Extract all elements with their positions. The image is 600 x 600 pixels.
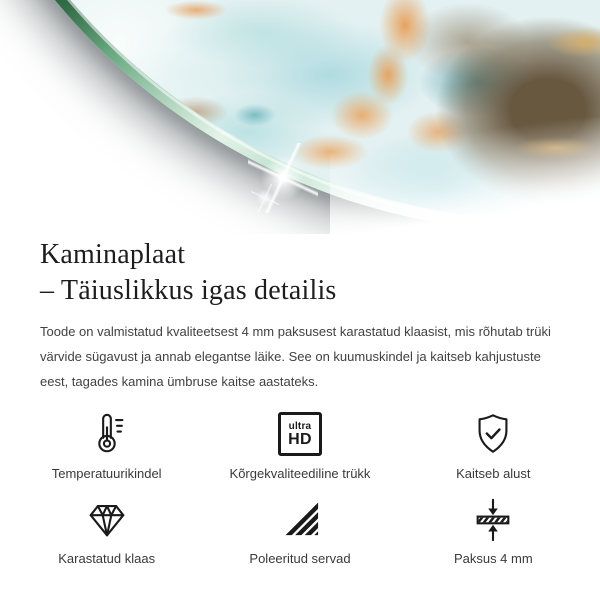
feature-protects-base	[397, 410, 590, 481]
ultra-hd-icon	[203, 410, 396, 458]
page-title-line2: – Täiuslikkus igas detailis	[40, 275, 337, 306]
thickness-icon	[397, 495, 590, 543]
ultra-hd-text-top: ultra	[288, 420, 312, 432]
page-title	[40, 237, 560, 309]
feature-grid	[10, 410, 590, 566]
feature-print-quality	[203, 410, 396, 481]
product-description-section	[0, 234, 600, 566]
feature-thickness	[397, 495, 590, 566]
feature-label: Kõrgekvaliteediline trükk	[229, 466, 371, 481]
feature-temperature	[10, 410, 203, 481]
feature-label: Karastatud klaas	[58, 551, 156, 566]
feature-label: Kaitseb alust	[456, 466, 531, 481]
ultra-hd-text-bottom: HD	[288, 430, 312, 448]
product-description-text: Toode on valmistatud kvaliteetsest 4 mm paksusest karastatud klaasist, mis rõhutab trüki värvide sügavust ja annab elegantse läike. See on kuumuskindel ja kaitseb kahjustuste eest, tagades kamina ümbruse kaitse aastateks.	[40, 324, 551, 389]
polished-edges-icon	[203, 495, 396, 543]
sparkle-small-icon	[251, 184, 279, 212]
white-fade-overlay	[330, 118, 600, 234]
product-visual	[0, 0, 600, 234]
feature-label: Temperatuurikindel	[51, 466, 162, 481]
diamond-icon	[10, 495, 203, 543]
feature-polished-edges	[203, 495, 396, 566]
feature-tempered-glass	[10, 495, 203, 566]
page-title-line1: Kaminaplaat	[40, 239, 186, 270]
shield-check-icon	[397, 410, 590, 458]
feature-label: Poleeritud servad	[249, 551, 351, 566]
feature-label: Paksus 4 mm	[453, 551, 533, 566]
thermometer-icon	[10, 410, 203, 458]
